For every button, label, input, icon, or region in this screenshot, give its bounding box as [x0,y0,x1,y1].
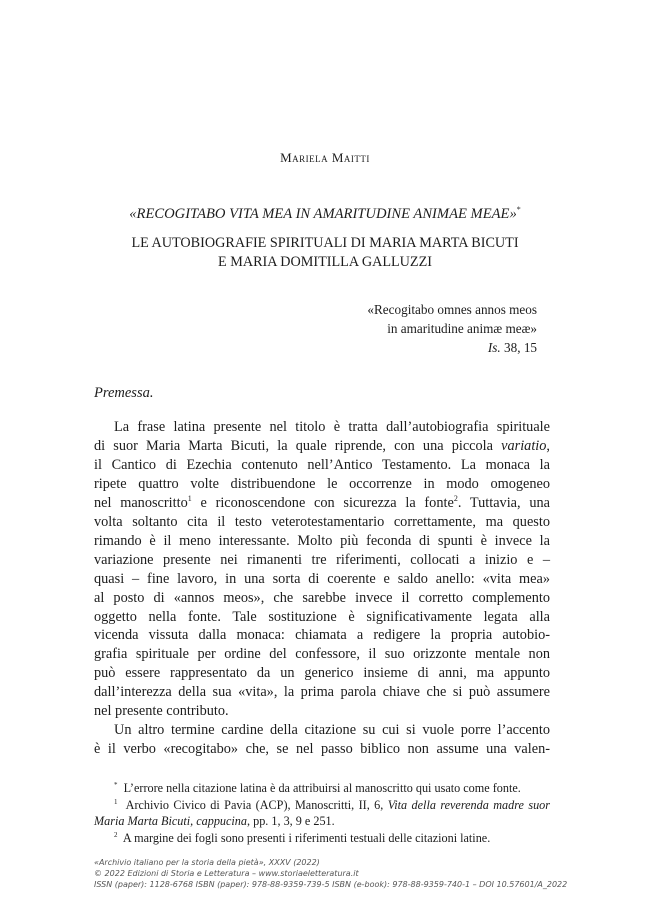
footnote-2 [94,830,550,847]
footnote-1-mark: 1 [114,797,118,806]
body-text-run: ripete quattro volte distribuendone le occorrenze in modo omogeneo [94,475,550,492]
body-text-run: di suor Maria Marta Bicuti, la quale riprende, con una piccola [94,437,502,454]
footer-copyright: © 2022 Edizioni di Storia e Letteratura – www.storiaeletteratura.it [94,869,359,878]
title-note-mark[interactable]: * [516,205,521,214]
page-footer [94,857,568,890]
footer-journal: «Archivio italiano per la storia della pietà», XXXV (2022) [94,858,320,867]
footnote-1-text-2: , pp. 1, 3, 9 e 251. [247,814,335,828]
footnote-star-text: L’errore nella citazione latina è da attribuirsi al manoscritto qui usato come fonte. [123,781,521,795]
epigraph [367,300,537,357]
body-text-run: e riconoscendone con sicurezza la fonte [191,494,454,511]
body-line [94,437,550,456]
body-text-run: , [546,437,550,454]
body-line [94,532,550,551]
body-text-run: oggetto nella fonte. Tale sostituzione è significativamente legata alla [94,608,550,625]
body-text-run: variazione presente nei rimanenti tre riferimenti, collocati a inizio e – [94,551,550,568]
epigraph-line-1: «Recogitabo omnes annos meos [367,302,537,317]
footnote-ref[interactable]: 2 [453,494,458,504]
body-text-run: può essere rappresentato da un generico insieme di anni, ma appunto [94,665,550,682]
body-italic-run: variatio [501,437,547,454]
body-line [94,418,550,437]
body-text-run: il Cantico di Ezechia contenuto nell’Antico Testamento. La monaca la [94,456,550,473]
body-text-run: volta soltanto cita il testo veterotestamentario correttamente, ma questo [94,513,550,530]
body-text-run: nel presente contributo. [94,703,229,720]
body-text-run: rimando è il meno interessante. Molto più feconda di spunti è invece la [94,532,550,549]
body-text-run: nel manoscritto [94,494,188,511]
epigraph-ref-verse: 38, 15 [504,340,537,355]
body-line [94,589,550,608]
body-text-run: quasi – fine lavoro, in una sorta di coerente e saldo anello: «vita mea» [94,570,550,587]
article-subtitle [60,234,590,272]
epigraph-line-2: in amaritudine animæ meæ» [387,321,537,336]
footnote-1-italic-2: Maria Marta Bicuti, cappucina [94,814,247,828]
article-title [60,205,590,223]
body-line [94,664,550,683]
title-text: «RECOGITABO VITA MEA IN AMARITUDINE ANIMAE MEAE» [129,205,517,222]
body-text-run: è il verbo «recogitabo» che, se nel passo biblico non assume una valen- [94,741,550,758]
body-text-run: grafia spirituale per ordine del confessore, il suo orizzonte mentale non [94,646,550,663]
section-heading: Premessa. [94,385,154,401]
footnote-1-line-1 [94,797,550,814]
body-text-run: vicenda vissuta dalla monaca: chiamata a redigere la propria autobio- [94,627,550,644]
body-text [94,418,550,759]
body-line [94,456,550,475]
footnote-1-line-2 [94,813,550,830]
body-text-run: Un altro termine cardine della citazione su cui si vuole porre l’accento [114,722,550,739]
author-name: Mariela Maitti [280,150,370,165]
body-line [94,570,550,589]
footnote-ref[interactable]: 1 [187,494,192,504]
body-line [94,702,550,721]
footnotes [94,780,550,846]
body-line [94,626,550,645]
body-line [94,645,550,664]
footer-identifiers: ISSN (paper): 1128-6768 ISBN (paper): 978-88-9359-739-5 ISBN (e-book): 978-88-9359-740-1 – DOI 10.57601/A_2022 [94,880,568,889]
body-line [94,740,550,759]
subtitle-line-1: LE AUTOBIOGRAFIE SPIRITUALI DI MARIA MARTA BICUTI [131,235,519,251]
body-text-run: al posto di «annos meos», che sarebbe invece il corretto complemento [94,589,550,606]
body-line [94,608,550,627]
subtitle-line-2: E MARIA DOMITILLA GALLUZZI [218,254,432,270]
body-line [94,683,550,702]
epigraph-reference [367,338,537,357]
footnote-1-italic: Vita della reverenda madre suor [387,797,551,812]
body-line [94,721,550,740]
body-text-run: La frase latina presente nel titolo è tratta dall’autobiografia spirituale [114,419,550,435]
body-line [94,494,550,513]
epigraph-ref-book: Is. [487,340,501,355]
body-line [94,475,550,494]
footnote-star-mark: * [114,780,118,789]
footnote-1-text: Archivio Civico di Pavia (ACP), Manoscritti, II, 6, [125,797,388,812]
body-text-run: dall’interezza della sua «vita», la prima parola chiave che si può assumere [94,684,550,701]
body-line [94,551,550,570]
footnote-star [94,780,550,797]
footnote-2-text: A margine dei fogli sono presenti i riferimenti testuali delle citazioni latine. [122,830,491,845]
footnote-2-mark: 2 [114,830,118,839]
body-line [94,513,550,532]
body-text-run: . Tuttavia, una [457,494,550,511]
